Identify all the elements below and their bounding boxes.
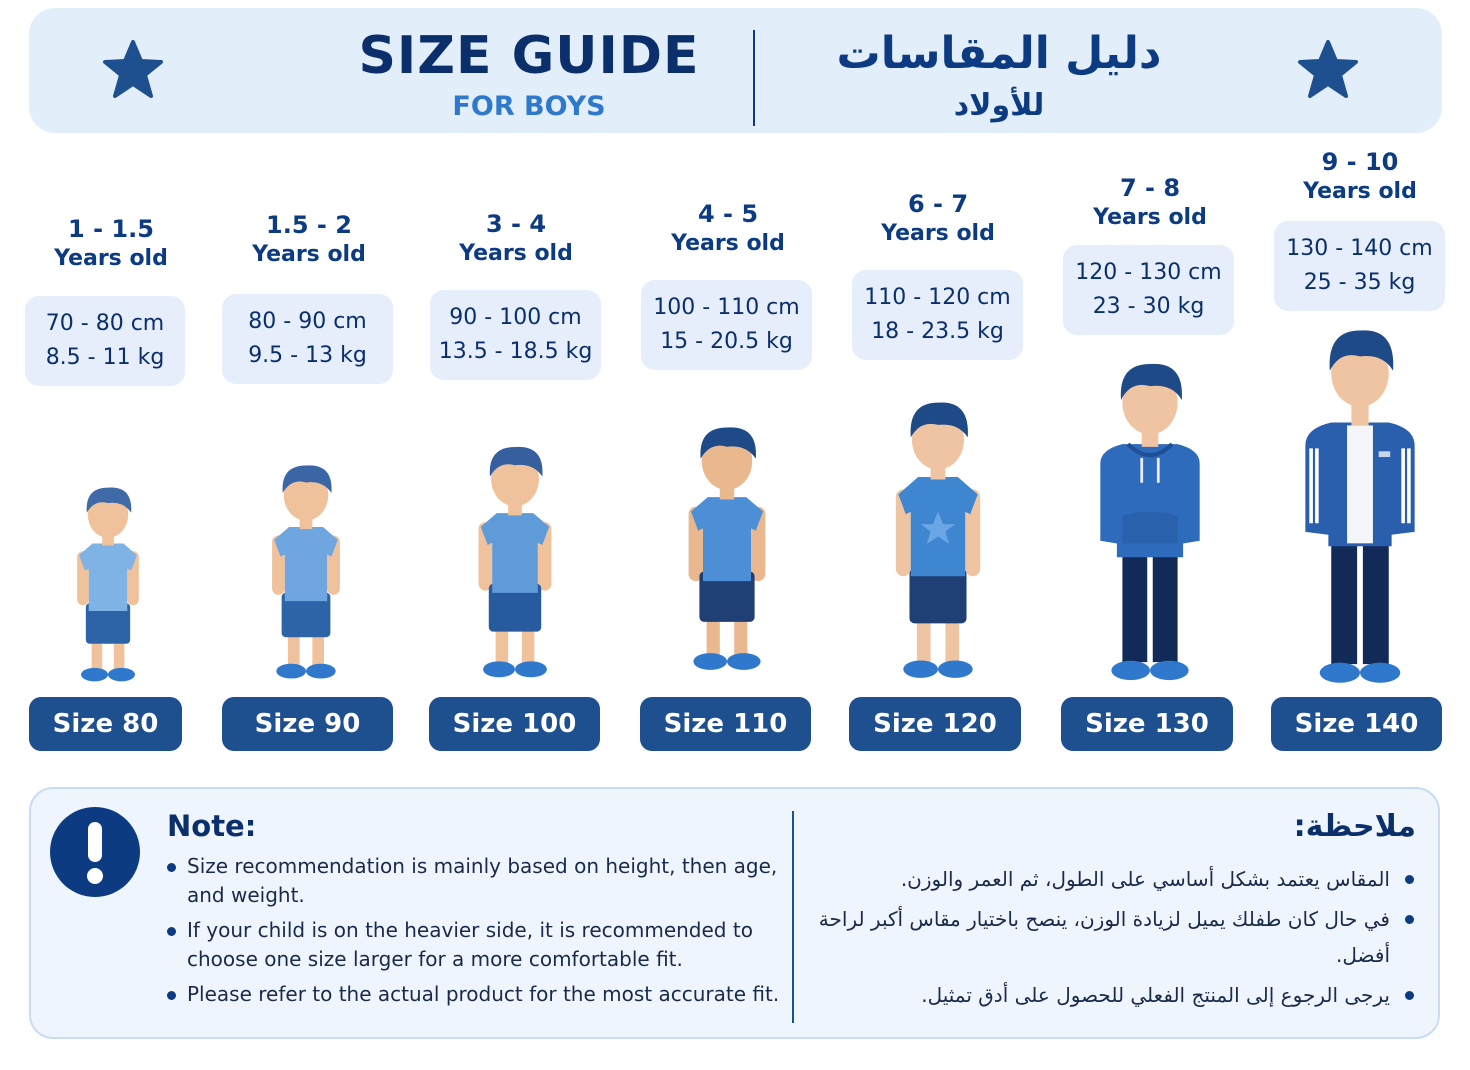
age-label: 1.5 - 2 Years old [252, 211, 366, 267]
toddler-figure [58, 478, 158, 690]
size-130-button[interactable]: Size 130 [1061, 697, 1233, 751]
size-140-button[interactable]: Size 140 [1271, 697, 1442, 751]
child-figure [667, 405, 787, 690]
age-label: 7 - 8 Years old [1093, 174, 1207, 230]
height-range: 110 - 120 cm [864, 285, 1011, 310]
header-divider [753, 30, 755, 126]
note-item-arabic: المقاس يعتمد بشكل أساسي على الطول، ثم العمر والوزن. [806, 861, 1416, 897]
age-label: 3 - 4 Years old [459, 210, 573, 266]
size-120-button[interactable]: Size 120 [849, 697, 1021, 751]
measurements-card [25, 296, 185, 386]
note-title: Note: [167, 809, 257, 843]
weight-range: 18 - 23.5 kg [871, 319, 1004, 344]
weight-range: 9.5 - 13 kg [248, 343, 367, 368]
boy-hoodie-figure [1081, 350, 1219, 690]
boy-track-jacket-figure [1288, 319, 1432, 690]
exclamation-icon [49, 806, 141, 898]
weight-range: 23 - 30 kg [1092, 294, 1205, 319]
measurements-card [1063, 245, 1234, 335]
note-list [165, 852, 785, 1015]
height-range: 90 - 100 cm [449, 305, 582, 330]
notes-divider [792, 811, 794, 1023]
note-list-arabic [806, 861, 1416, 1017]
header-banner [29, 8, 1442, 133]
weight-range: 25 - 35 kg [1303, 270, 1416, 295]
size-90-button[interactable]: Size 90 [222, 697, 393, 751]
weight-range: 8.5 - 11 kg [45, 345, 165, 370]
page-subtitle-arabic: للأولاد [953, 88, 1045, 123]
height-range: 80 - 90 cm [248, 309, 367, 334]
star-icon [1296, 38, 1360, 102]
age-label: 6 - 7 Years old [881, 190, 995, 246]
child-figure [458, 432, 572, 690]
measurements-card [1274, 221, 1445, 311]
page-title-arabic: دليل المقاسات [836, 28, 1162, 79]
size-80-button[interactable]: Size 80 [29, 697, 182, 751]
boy-star-shirt-figure [876, 388, 1000, 690]
weight-range: 15 - 20.5 kg [660, 329, 793, 354]
page-title: SIZE GUIDE [358, 26, 700, 86]
toddler-figure [253, 453, 359, 690]
height-range: 130 - 140 cm [1286, 236, 1433, 261]
notes-panel [29, 787, 1440, 1039]
size-100-button[interactable]: Size 100 [429, 697, 600, 751]
note-item: Please refer to the actual product for the most accurate fit. [165, 980, 785, 1009]
height-range: 100 - 110 cm [653, 295, 800, 320]
measurements-card [852, 270, 1023, 360]
measurements-card [430, 290, 601, 380]
age-label: 9 - 10 Years old [1303, 148, 1417, 204]
measurements-card [641, 280, 812, 370]
age-label: 4 - 5 Years old [671, 200, 785, 256]
height-range: 120 - 130 cm [1075, 260, 1222, 285]
height-range: 70 - 80 cm [45, 311, 165, 336]
size-110-button[interactable]: Size 110 [640, 697, 811, 751]
note-item: Size recommendation is mainly based on height, then age, and weight. [165, 852, 785, 910]
page-subtitle: FOR BOYS [452, 91, 606, 122]
note-title-arabic: ملاحظة: [1293, 809, 1416, 844]
note-item-arabic: في حال كان طفلك يميل لزيادة الوزن، ينصح باختيار مقاس أكبر لراحة أفضل. [806, 901, 1416, 973]
note-item: If your child is on the heavier side, it is recommended to choose one size larger for a more comfortable fit. [165, 916, 785, 974]
star-icon [101, 38, 165, 102]
age-label: 1 - 1.5 Years old [54, 215, 168, 271]
measurements-card [222, 294, 393, 384]
weight-range: 13.5 - 18.5 kg [438, 339, 593, 364]
note-item-arabic: يرجى الرجوع إلى المنتج الفعلي للحصول على أدق تمثيل. [806, 977, 1416, 1013]
